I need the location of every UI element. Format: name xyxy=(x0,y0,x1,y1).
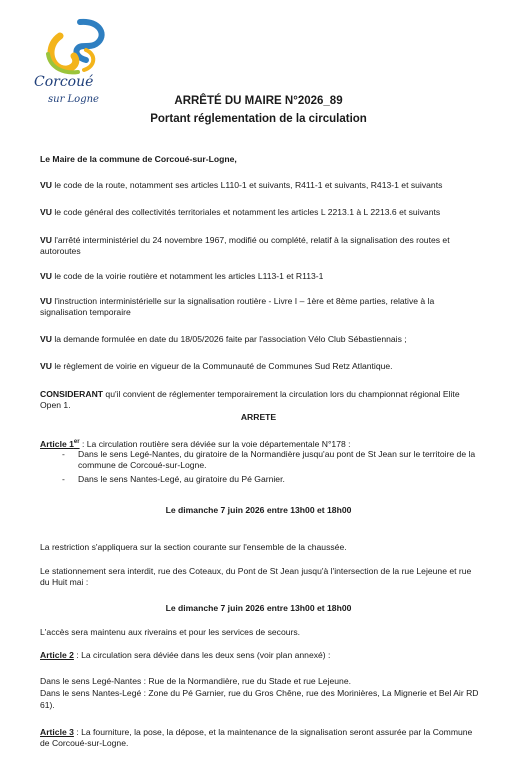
stationnement-cont: du Huit mai : xyxy=(40,577,89,587)
sens-2: Dans le sens Nantes-Legé : Zone du Pé Garnier, rue du Gros Chêne, rue des Morinières, La Mignerie et Bel Air RD xyxy=(40,688,479,698)
commune-logo xyxy=(30,14,120,106)
vu-3-cont: autoroutes xyxy=(40,246,81,256)
stationnement: Le stationnement sera interdit, rue des Coteaux, du Pont de St Jean jusqu'à l'intersection de la rue Lejeune et rue xyxy=(40,566,472,576)
vu-2: VU le code général des collectivités territoriales et notamment les articles L 2213.1 à L 2213.6 et suivants xyxy=(40,207,441,217)
vu-5-cont: signalisation temporaire xyxy=(40,307,131,317)
article-3-cont: de Corcoué-sur-Logne. xyxy=(40,738,129,748)
vu-4: VU le code de la voirie routière et notamment les articles L113-1 et R113-1 xyxy=(40,271,324,281)
logo-text-line1: Corcoué xyxy=(34,74,94,90)
restriction: La restriction s'appliquera sur la section courante sur l'ensemble de la chaussée. xyxy=(40,542,347,552)
intro-line: Le Maire de la commune de Corcoué-sur-Logne, xyxy=(40,154,237,164)
acces: L'accès sera maintenu aux riverains et pour les services de secours. xyxy=(40,627,301,637)
article-1-item-2: Dans le sens Nantes-Legé, au giratoire du Pé Garnier. xyxy=(78,474,285,484)
article-1-item-1-cont: commune de Corcoué-sur-Logne. xyxy=(78,460,207,470)
date-1: Le dimanche 7 juin 2026 entre 13h00 et 18h00 xyxy=(165,505,352,515)
vu-3: VU l'arrêté interministériel du 24 novembre 1967, modifié ou complété, relatif à la signalisation des routes et xyxy=(40,235,450,245)
considerant: CONSIDERANT qu'il convient de réglementer temporairement la circulation lors du championnat régional Elite xyxy=(40,389,460,399)
logo-text-line2: sur Logne xyxy=(48,94,99,105)
page-title: ARRÊTÉ DU MAIRE N°2026_89 xyxy=(174,95,343,107)
sens-1: Dans le sens Legé-Nantes : Rue de la Normandière, rue du Stade et rue Lejeune. xyxy=(40,676,351,686)
article-3: Article 3 : La fourniture, la pose, la dépose, et la maintenance de la signalisation seront assurée par la Commune xyxy=(40,727,473,737)
article-2: Article 2 : La circulation sera déviée dans les deux sens (voir plan annexé) : xyxy=(40,650,331,660)
article-1: Article 1er : La circulation routière sera déviée sur la voie départementale N°178 : xyxy=(40,438,351,449)
article-1-dash-1: - xyxy=(62,449,65,459)
sens-2-cont: 61). xyxy=(40,700,55,710)
vu-1: VU le code de la route, notamment ses articles L110-1 et suivants, R411-1 et suivants, R413-1 et suivants xyxy=(40,180,443,190)
page-subtitle: Portant réglementation de la circulation xyxy=(150,113,367,125)
date-2: Le dimanche 7 juin 2026 entre 13h00 et 18h00 xyxy=(165,603,352,613)
vu-7: VU le règlement de voirie en vigueur de la Communauté de Communes Sud Retz Atlantique. xyxy=(40,361,393,371)
article-1-label: Article 1er xyxy=(40,438,80,449)
considerant-cont: Open 1. xyxy=(40,400,71,410)
vu-6: VU la demande formulée en date du 18/05/2026 faite par l'association Vélo Club Sébastiennais ; xyxy=(40,334,407,344)
article-1-item-1: Dans le sens Legé-Nantes, du giratoire de la Normandière jusqu'au pont de St Jean sur le territoire de la xyxy=(78,449,476,459)
vu-5: VU l'instruction interministérielle sur la signalisation routière - Livre I – 1ère et 8ème parties, relative à la xyxy=(40,296,435,306)
arrete-heading: ARRETE xyxy=(240,412,277,422)
article-1-dash-2: - xyxy=(62,474,65,484)
